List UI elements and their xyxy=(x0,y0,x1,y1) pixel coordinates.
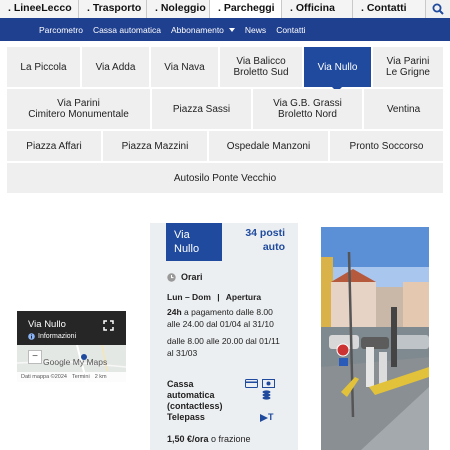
parking-label: Piazza Affari xyxy=(26,140,82,152)
coins-icon xyxy=(262,390,271,400)
map-scale: 2 km xyxy=(94,374,107,380)
parking-label: Via Parini Le Grigne xyxy=(386,56,430,78)
info-icon xyxy=(28,333,35,340)
nav-tab-parcheggi[interactable]: . Parcheggi xyxy=(210,0,282,18)
capacity-line1: 34 posti xyxy=(245,227,285,239)
payment-icons xyxy=(245,379,275,400)
map-info-link[interactable] xyxy=(28,333,76,340)
nav-tab-lineelecco[interactable]: . LineeLecco xyxy=(0,0,79,18)
parking-label: Via G.B. Grassi Broletto Nord xyxy=(273,98,342,120)
parking-label: Via Nullo xyxy=(317,61,358,73)
parking-photo-illustration xyxy=(321,227,429,450)
parking-label: Via Parini Cimitero Monumentale xyxy=(28,98,129,120)
parking-label: La Piccola xyxy=(20,61,67,73)
parking-label: Autosilo Ponte Vecchio xyxy=(173,172,277,184)
fullscreen-icon[interactable] xyxy=(103,320,114,331)
parking-button-via-grassi[interactable] xyxy=(253,89,362,129)
parking-label: Pronto Soccorso xyxy=(349,140,424,152)
payment-method-cassa xyxy=(167,379,223,412)
top-navigation xyxy=(0,0,450,18)
hours-row-4: al 31/03 xyxy=(167,348,198,358)
map-data-credit: Dati mappa ©2024 xyxy=(21,374,67,380)
parking-label: Via Nava xyxy=(164,61,205,73)
parking-label: Ospedale Manzoni xyxy=(226,140,311,152)
price-suffix: o frazione xyxy=(208,434,251,444)
subnav-news[interactable]: News xyxy=(244,24,267,35)
parking-button-via-parini-cimitero[interactable] xyxy=(7,89,150,129)
map-header xyxy=(17,311,126,345)
search-button[interactable] xyxy=(426,0,450,18)
subnav-abbonamento[interactable] xyxy=(166,25,240,35)
parking-button-ospedale-manzoni[interactable] xyxy=(209,131,328,161)
subnav-contatti[interactable]: Contatti xyxy=(276,24,306,35)
telepass-triangle-icon xyxy=(260,414,268,422)
map-terms-link[interactable]: Termini xyxy=(71,374,90,380)
pagamento: a pagamento dalle 8.00 xyxy=(184,307,273,317)
hours-row-1 xyxy=(167,306,273,318)
pay-line2: automatica xyxy=(167,390,215,400)
apertura: Apertura xyxy=(225,292,262,302)
separator: | xyxy=(217,292,220,302)
telepass-icon-text: T xyxy=(268,412,274,422)
nav-tab-trasporto[interactable]: . Trasporto xyxy=(79,0,147,18)
days: Lun – Dom xyxy=(167,292,211,302)
parking-button-piazza-mazzini[interactable] xyxy=(103,131,207,161)
card-title-line2: Nullo xyxy=(174,243,200,255)
parking-photo xyxy=(321,227,429,450)
parking-button-la-piccola[interactable] xyxy=(7,47,80,87)
parking-label: Piazza Mazzini xyxy=(121,140,189,152)
telepass-icon xyxy=(260,412,274,422)
parking-button-via-adda[interactable] xyxy=(82,47,149,87)
price-value: 1,50 €/ora xyxy=(167,434,209,444)
map-embed[interactable] xyxy=(17,311,126,382)
banknote-icon xyxy=(262,379,275,388)
search-icon xyxy=(432,3,444,15)
pay-line1: Cassa xyxy=(167,379,194,389)
sub-navigation xyxy=(0,18,450,41)
telepass-label: Telepass xyxy=(167,412,205,422)
parking-info-card xyxy=(150,223,298,450)
nav-tab-officina[interactable]: . Officina xyxy=(282,0,353,18)
parking-label: Via Adda xyxy=(95,61,136,73)
opening-days-row xyxy=(167,291,261,303)
subnav-abbonamento-label: Abbonamento xyxy=(170,24,224,35)
parking-button-piazza-sassi[interactable] xyxy=(152,89,251,129)
map-info-label: Informazioni xyxy=(38,333,77,340)
credit-card-icon xyxy=(245,379,258,388)
orari-label: Orari xyxy=(181,272,203,282)
subnav-cassa-automatica[interactable]: Cassa automatica xyxy=(92,24,161,35)
parking-button-via-balicco[interactable] xyxy=(220,47,302,87)
card-title xyxy=(166,223,222,261)
google-my-maps-logo: Google My Maps xyxy=(43,357,108,367)
parking-button-via-parini-le-grigne[interactable] xyxy=(373,47,443,87)
parking-button-pronto-soccorso[interactable] xyxy=(330,131,443,161)
parking-label: Ventina xyxy=(386,103,421,115)
orari-heading xyxy=(167,272,203,282)
map-footer xyxy=(17,372,126,382)
parking-button-via-nullo[interactable] xyxy=(304,47,371,87)
subnav-parcometro[interactable]: Parcometro xyxy=(39,24,83,35)
parking-label: Via Balicco Broletto Sud xyxy=(233,56,289,78)
nav-tab-contatti[interactable]: . Contatti xyxy=(353,0,426,18)
capacity-line2: auto xyxy=(262,241,285,253)
card-title-line1: Via xyxy=(174,229,190,241)
hours-row-2: alle 24.00 dal 01/04 al 31/10 xyxy=(167,319,274,329)
pay-line3: (contactless) xyxy=(167,401,223,411)
parking-button-via-nava[interactable] xyxy=(151,47,218,87)
clock-icon xyxy=(167,273,176,282)
parking-label: Piazza Sassi xyxy=(172,103,231,115)
map-title: Via Nullo xyxy=(28,319,66,330)
parking-button-autosilo-ponte-vecchio[interactable] xyxy=(7,163,443,193)
price-row xyxy=(167,434,251,444)
chevron-down-icon xyxy=(229,28,235,32)
parking-button-piazza-affari[interactable] xyxy=(7,131,101,161)
card-capacity xyxy=(235,226,285,254)
map-zoom-out-button[interactable]: − xyxy=(28,350,42,364)
parking-button-ventina[interactable] xyxy=(364,89,443,129)
h24: 24h xyxy=(167,307,182,317)
nav-tab-noleggio[interactable]: . Noleggio xyxy=(147,0,210,18)
hours-row-3: dalle 8.00 alle 20.00 dal 01/11 xyxy=(167,336,280,346)
